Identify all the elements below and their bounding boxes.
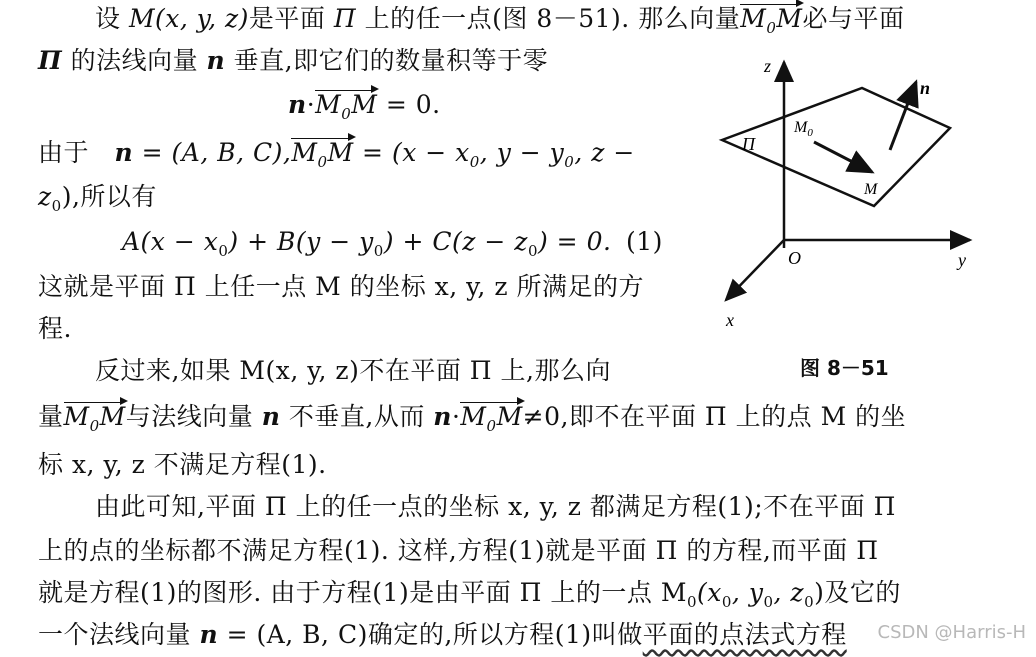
text-span: 设 xyxy=(95,4,129,33)
vector-m0m-arrow xyxy=(814,142,872,172)
z-label: z xyxy=(764,56,772,76)
vector-m0m: $M_0M$ xyxy=(740,2,802,45)
text-span: 的法线向量 xyxy=(62,46,207,75)
y-label: y xyxy=(958,250,966,270)
text-line-13: 上的点的坐标都不满足方程(1). 这样,方程(1)就是平面 Π 的方程,而平面 Π xyxy=(38,536,879,565)
text-line-8: 程. xyxy=(38,314,72,343)
normal-vector-arrow xyxy=(890,82,916,150)
vector-m0m: $M_0M$ xyxy=(460,400,522,443)
math-span: Π xyxy=(38,46,63,75)
term-point-normal-form: 平面的点法式方程 xyxy=(642,620,847,649)
math-span: M(x, y, z) xyxy=(128,4,249,33)
text-span: 垂直,即它们的数量积等于零 xyxy=(225,46,549,75)
x-axis xyxy=(726,240,784,300)
vector-m0m: $M_0M$ xyxy=(64,400,126,443)
text-line-12: 由此可知,平面 Π 上的任一点的坐标 x, y, z 都满足方程(1);不在平面 Π xyxy=(95,492,896,521)
m-label: M xyxy=(864,181,878,198)
text-span: 是平面 xyxy=(248,4,334,33)
text-line-7: 这就是平面 Π 上任一点 M 的坐标 x, y, z 所满足的方 xyxy=(38,272,644,301)
text-span: 上的任一点(图 8－51). 那么向量 xyxy=(356,4,741,33)
equation-1: $A(x - x_0) + B(y - y_0) + C(z - z_0) = 0$. xyxy=(122,227,612,260)
figure-caption: 图 8－51 xyxy=(800,356,889,380)
figure-8-51 xyxy=(712,50,1002,340)
pi-label: Π xyxy=(742,134,755,154)
vector-m0m: $M_0M$ xyxy=(291,136,353,179)
vector-m0m: $M_0M$ xyxy=(315,88,377,131)
plane-pi xyxy=(722,88,950,206)
equation-number-1: (1) xyxy=(626,227,663,256)
text-line-4: 由于 n = (A, B, $C),M_0M = (x - x_0$, $y - y_0$, z − xyxy=(38,136,635,179)
watermark: CSDN @Harris-H xyxy=(877,622,1026,643)
text-line-1 xyxy=(95,2,904,45)
math-span: n xyxy=(206,46,226,75)
origin-label: O xyxy=(788,248,801,268)
text-line-15: 一个法线向量 n = (A, B, C)确定的,所以方程(1)叫做平面的点法式方程 xyxy=(38,620,847,649)
m0-label: $M_0$ xyxy=(794,119,813,139)
text-line-10: 量$M_0M$与法线向量 n 不垂直,从而 $n\cdot M_0M\ne 0$,即不在平面 Π 上的点 M 的坐 xyxy=(38,400,906,443)
n-label: n xyxy=(920,78,931,98)
text-line-11: 标 x, y, z 不满足方程(1). xyxy=(38,450,327,479)
math-span: Π xyxy=(333,4,357,33)
text-line-2 xyxy=(38,44,548,78)
text-line-5: $z_0$),所以有 xyxy=(38,182,157,215)
text-line-9: 反过来,如果 M(x, y, z)不在平面 Π 上,那么向 xyxy=(95,356,612,385)
x-label: x xyxy=(726,310,734,330)
equation-dot-product: $n\cdot M_0M = 0$. xyxy=(288,88,441,131)
text-line-14: 就是方程(1)的图形. 由于方程(1)是由平面 Π 上的一点 $M_0(x_0$, $y_0$, $z_0$)及它的 xyxy=(38,578,901,611)
text-span: 必与平面 xyxy=(802,4,905,33)
